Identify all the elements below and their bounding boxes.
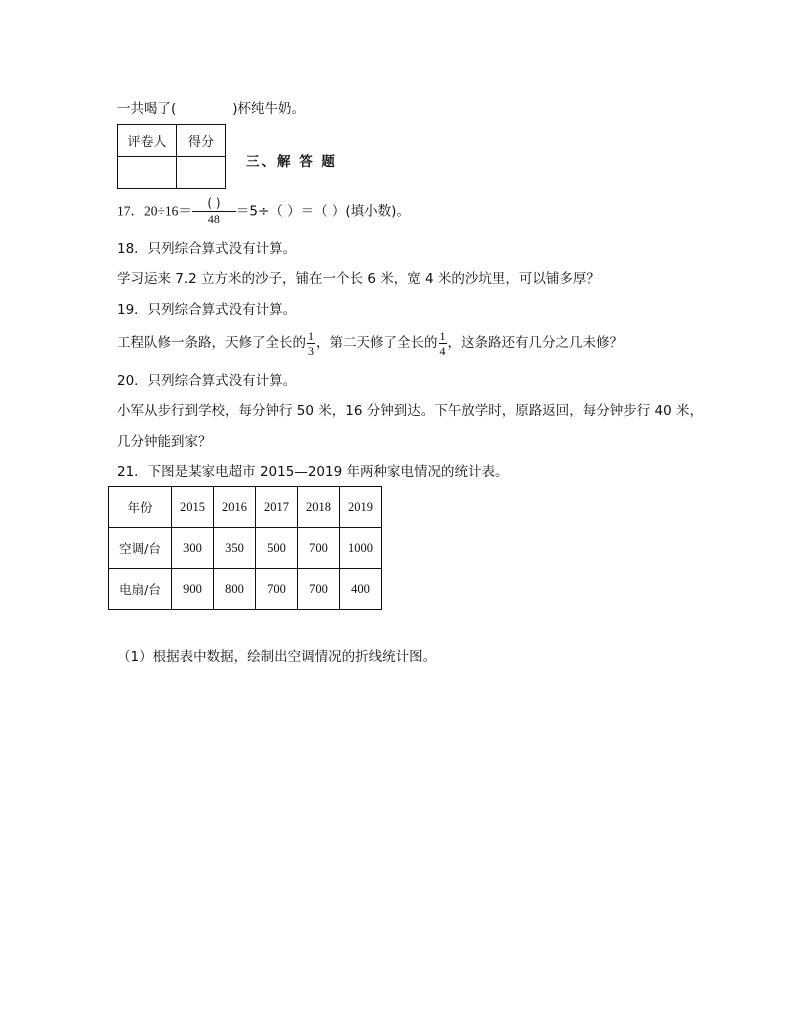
intro-after: )杯纯牛奶。: [232, 101, 306, 117]
table-cell: 500: [256, 528, 298, 569]
table-row: [109, 528, 382, 569]
table-cell: 电扇/台: [109, 569, 172, 610]
q17-rest: ＝5÷（ ）＝（ ）(填小数)。: [235, 203, 410, 220]
intro-before: 一共喝了(: [117, 101, 177, 117]
q19-body-b: ，第二天修了全长的: [316, 335, 438, 351]
q19-frac2-num: 1: [439, 328, 446, 343]
table-cell: 700: [298, 528, 340, 569]
intro-line: [117, 100, 305, 118]
q20-body-1: 小军从步行到学校，每分钟行 50 米，16 分钟到达。下午放学时，原路返回，每分钟步行 40 米，: [117, 403, 703, 419]
table-cell: 2015: [172, 487, 214, 528]
table-cell: 300: [172, 528, 214, 569]
table-cell: 350: [214, 528, 256, 569]
table-cell: 1000: [340, 528, 382, 569]
q17-frac-den: 48: [207, 212, 220, 226]
q17: [117, 196, 410, 227]
table-cell: 年份: [109, 487, 172, 528]
grader-box: [117, 124, 226, 189]
q19-frac-2: [439, 329, 447, 358]
q19-body: [117, 326, 623, 360]
q19-frac1-num: 1: [308, 328, 314, 343]
stats-table: [108, 486, 382, 610]
q17-lead: 17．20÷16＝: [117, 203, 192, 219]
table-cell: 2019: [340, 487, 382, 528]
q19-frac2-den: 4: [439, 343, 446, 358]
score-label: 得分: [177, 125, 226, 157]
table-cell: 空调/台: [109, 528, 172, 569]
table-cell: 700: [298, 569, 340, 610]
q19-body-c: ，这条路还有几分之几未修？: [447, 335, 623, 351]
table-cell: 2017: [256, 487, 298, 528]
q18-body: 学习运来 7.2 立方米的沙子，铺在一个长 6 米，宽 4 米的沙坑里，可以铺多厚？: [117, 271, 600, 287]
q19-head: 19．只列综合算式没有计算。: [117, 302, 297, 318]
table-cell: 900: [172, 569, 214, 610]
q19-frac-1: [307, 329, 315, 358]
table-cell: 2016: [214, 487, 256, 528]
table-cell: 800: [214, 569, 256, 610]
q20-head: 20．只列综合算式没有计算。: [117, 373, 297, 389]
q18-head: 18．只列综合算式没有计算。: [117, 241, 297, 257]
reviewer-label: 评卷人: [118, 125, 177, 157]
table-cell: 400: [340, 569, 382, 610]
q20-body-2: 几分钟能到家？: [117, 434, 212, 450]
score-cell[interactable]: [177, 157, 226, 189]
table-cell: 2018: [298, 487, 340, 528]
q19-frac1-den: 3: [308, 343, 314, 358]
section-title: 三、解 答 题: [246, 154, 337, 170]
q19-body-a: 工程队修一条路，天修了全长的: [117, 335, 306, 351]
table-row: [109, 487, 382, 528]
q21-sub1: （1）根据表中数据，绘制出空调情况的折线统计图。: [117, 649, 437, 665]
table-cell: 700: [256, 569, 298, 610]
q17-fraction: [192, 196, 236, 227]
q17-frac-num[interactable]: ( ): [192, 196, 236, 212]
table-row: [109, 569, 382, 610]
reviewer-cell[interactable]: [118, 157, 177, 189]
q21-head: 21．下图是某家电超市 2015—2019 年两种家电情况的统计表。: [117, 464, 509, 480]
